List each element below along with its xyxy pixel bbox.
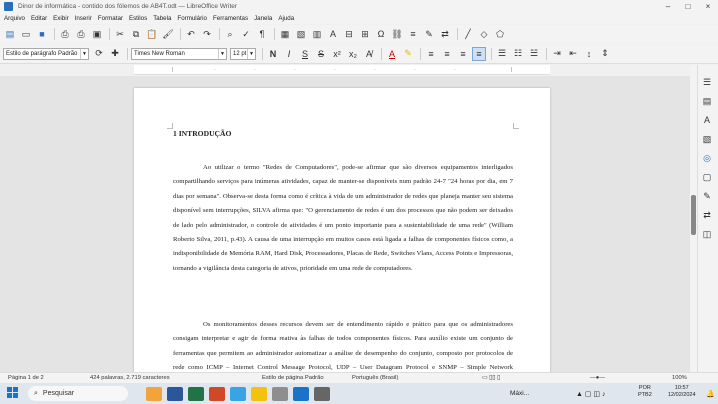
hyperlink-icon[interactable]: ⛓: [391, 28, 403, 39]
section-heading: 1 INTRODUÇÃO: [173, 129, 232, 138]
open-folder-icon[interactable]: ▭: [21, 28, 31, 39]
align-center-icon[interactable]: ≡: [444, 48, 450, 59]
edge-icon[interactable]: [230, 387, 246, 401]
manage-changes-icon[interactable]: ⇄: [703, 209, 711, 220]
menu-janela[interactable]: Janela: [254, 15, 273, 22]
comment-icon[interactable]: ✎: [425, 28, 433, 39]
superscript-icon[interactable]: x²: [333, 48, 341, 59]
search-icon: ⌕: [34, 389, 38, 397]
clock-date: 12/02/2024: [668, 392, 696, 398]
chevron-down-icon: ▼: [218, 49, 226, 59]
new-style-icon[interactable]: ✚: [111, 48, 119, 58]
update-style-icon[interactable]: ⟳: [95, 48, 103, 58]
taskbar-search[interactable]: [28, 386, 128, 401]
special-character-icon[interactable]: Ω: [377, 29, 385, 39]
export-pdf-icon[interactable]: ⎙: [61, 28, 69, 39]
windows-taskbar: [0, 383, 718, 404]
menu-tabela[interactable]: Tabela: [153, 15, 172, 22]
style-inspector-icon[interactable]: ✎: [703, 190, 711, 201]
minimize-button[interactable]: –: [665, 2, 671, 11]
gallery-icon[interactable]: ▧: [702, 133, 712, 144]
excel-icon[interactable]: [188, 387, 204, 401]
title-bar: [0, 0, 718, 13]
cut-icon[interactable]: ✂: [116, 28, 124, 39]
insert-chart-icon[interactable]: ▥: [312, 28, 322, 39]
clear-formatting-icon[interactable]: A̸: [365, 48, 372, 59]
line-spacing-icon[interactable]: ↕: [586, 48, 592, 59]
numbered-list-icon[interactable]: ☷: [513, 48, 523, 58]
menu-ferramentas[interactable]: Ferramentas: [213, 15, 249, 22]
page-break-icon[interactable]: ⊟: [345, 28, 353, 39]
language-indicator[interactable]: [638, 385, 652, 399]
toolbar-separator: [274, 28, 275, 40]
toolbar-separator: [457, 28, 458, 40]
paragraph-2: Os monitoramentos desses recursos devem ser de entendimento rápido e prático para que os administradores consigam interpretar e agir de forma reativa às falhas de todos componentes físicos. Para auxílio existe um conjunto de ferramentas que permitem ao administrador automatizar a análise de desempenho do conjunto, composto por protocolos de rede como ICMP – Internet Control Message Protocol, UDP – User Datagram Protocol e SNMP – Simple Network: [173, 321, 513, 372]
horizontal-ruler[interactable]: [134, 65, 550, 75]
ruler-tick: |: [172, 67, 174, 73]
insert-image-icon[interactable]: ▧: [296, 28, 306, 39]
font-name-select[interactable]: [131, 48, 227, 60]
menu-inserir[interactable]: Inserir: [74, 15, 92, 22]
strikethrough-icon[interactable]: S: [317, 48, 324, 59]
paragraph-style-select[interactable]: [3, 48, 89, 60]
chevron-down-icon: ▼: [247, 49, 255, 59]
undo-icon[interactable]: ↶: [187, 28, 195, 39]
align-right-icon[interactable]: ≡: [460, 48, 466, 59]
notification-icon[interactable]: 🔔: [706, 390, 715, 398]
ruler-tick: |: [511, 67, 513, 73]
close-button[interactable]: ×: [705, 2, 711, 11]
basic-shapes-icon[interactable]: ◇: [480, 28, 488, 39]
clock[interactable]: [668, 385, 696, 399]
toolbar-separator: [491, 48, 492, 60]
file-explorer-icon[interactable]: [251, 387, 267, 401]
formatting-toolbar: [0, 44, 718, 64]
print-preview-icon[interactable]: ▣: [92, 28, 102, 39]
toolbar-separator: [420, 48, 421, 60]
document-page[interactable]: [134, 88, 550, 388]
app-icon[interactable]: [314, 387, 330, 401]
chevron-down-icon: ▼: [80, 49, 88, 59]
insert-table-icon[interactable]: ▦: [280, 28, 290, 39]
menu-formatar[interactable]: Formatar: [97, 15, 123, 22]
styles-icon[interactable]: A: [703, 115, 710, 125]
document-workspace: [0, 76, 690, 372]
toolbar-separator: [219, 28, 220, 40]
ruler-tick: ·: [334, 67, 336, 73]
font-size-select[interactable]: [230, 48, 256, 60]
view-layout-buttons[interactable]: ▭ ▯▯ ▯: [482, 375, 501, 381]
toolbar-separator: [381, 48, 382, 60]
paragraph-1: Ao utilizar o termo "Redes de Computadores", pode-se afirmar que são diversos equipamentos interligados compartilhando serviços para inúmeras atividades, capaz de manter-se disponíveis num padrão 24-7 "24 horas por dia, em 7 dias por semana". Observa-se desta forma como é crítica à vida de um administrador de redes que planeja manter seu sistema disponível sem interrupções, SILVA afirma que: "O gerenciamento de redes é um dos processos que não podem ser deixados de lado pelo administrador, o controle de atividades é um ponto importante para a sustentabilidade de uma rede" (William Roberto Silva, 2011, p.43). A causa de uma interrupção em muitos casos está ligada a falhas de componentes físicos como, a indisponibilidade de Memória RAM, Hard Disk, Processadores, Placas de Rede, Switches Vlans, Access Points e Impressoras, tornando a vigilância desta categoria de ativos, prioridade em uma rede de computadores.: [173, 164, 513, 272]
menu-formulario[interactable]: Formulário: [177, 15, 207, 22]
ruler-tick: ·: [414, 67, 416, 73]
design-icon[interactable]: ◫: [702, 228, 712, 239]
save-icon[interactable]: ■: [39, 29, 45, 39]
window-title: Dinor de informática - contido dos fólemos de AB4T.odt — LibreOffice Writer: [18, 3, 238, 10]
text-boundary-mark: [513, 123, 519, 129]
zoom-level[interactable]: 100%: [672, 375, 687, 381]
menu-exibir[interactable]: Exibir: [53, 15, 69, 22]
zoom-slider[interactable]: —●—: [590, 375, 606, 381]
language[interactable]: Português (Brasil): [352, 375, 399, 381]
italic-icon[interactable]: I: [287, 48, 291, 59]
language-code: POR: [638, 385, 651, 391]
writer-app-icon: [4, 2, 13, 11]
page-style[interactable]: Estilo de página Padrão: [262, 375, 324, 381]
menu-editar[interactable]: Editar: [30, 15, 48, 22]
menu-ajuda[interactable]: Ajuda: [278, 15, 295, 22]
clone-formatting-icon[interactable]: 🖌: [162, 28, 174, 39]
status-bar: [0, 372, 718, 383]
bold-icon[interactable]: N: [269, 48, 277, 59]
ruler-tick: ·: [294, 67, 296, 73]
copilot-icon[interactable]: [146, 387, 162, 401]
writer-taskbar-icon[interactable]: [293, 387, 309, 401]
underline-icon[interactable]: S: [301, 48, 308, 59]
formatting-marks-icon[interactable]: ¶: [259, 29, 265, 39]
spelling-icon[interactable]: ✓: [242, 28, 250, 39]
word-icon[interactable]: [167, 387, 183, 401]
properties-icon[interactable]: ▤: [702, 95, 712, 106]
navigator-icon[interactable]: ◎: [703, 152, 711, 163]
find-replace-icon[interactable]: ⌕: [227, 28, 233, 39]
insert-textbox-icon[interactable]: A: [329, 29, 336, 39]
page-icon[interactable]: ▢: [702, 171, 712, 182]
highlight-icon[interactable]: ✎: [404, 48, 412, 58]
ruler-tick: ·: [254, 67, 256, 73]
line-icon[interactable]: ╱: [465, 28, 471, 39]
toolbar-separator: [262, 48, 263, 60]
ruler-tick: ·: [214, 67, 216, 73]
align-left-icon[interactable]: ≡: [428, 48, 434, 59]
menu-bar: [0, 13, 718, 24]
track-changes-icon[interactable]: ⇄: [441, 28, 449, 39]
sidebar-deck: [697, 65, 718, 372]
toolbar-separator: [54, 28, 55, 40]
vertical-scrollbar[interactable]: [690, 65, 697, 372]
start-icon[interactable]: [7, 387, 18, 398]
page-count[interactable]: Página 1 de 2: [8, 375, 44, 381]
insert-field-icon[interactable]: ⊞: [361, 28, 369, 39]
menu-estilos[interactable]: Estilos: [128, 15, 148, 22]
toolbar-separator: [180, 28, 181, 40]
subscript-icon[interactable]: x₂: [349, 48, 357, 59]
print-icon[interactable]: ⎙: [77, 28, 85, 39]
clock-time: 10:57: [674, 385, 689, 391]
keyboard-layout: PTB2: [638, 392, 652, 398]
app-icon[interactable]: [272, 387, 288, 401]
more-shapes-icon[interactable]: ⬠: [496, 28, 504, 39]
toolbar-separator: [109, 28, 110, 40]
scrollbar-thumb[interactable]: [691, 195, 696, 235]
outline-icon[interactable]: ☱: [529, 48, 539, 58]
menu-icon[interactable]: ☰: [702, 76, 712, 87]
toolbar-separator: [546, 48, 547, 60]
paragraph-spacing-icon[interactable]: ⇕: [601, 48, 609, 58]
powerpoint-icon[interactable]: [209, 387, 225, 401]
word-count[interactable]: 424 palavras, 2.719 caracteres: [90, 375, 170, 381]
ruler-tick: ·: [454, 67, 456, 73]
decrease-indent-icon[interactable]: ⇤: [569, 48, 577, 58]
weather-widget[interactable]: Máxi...: [510, 390, 530, 397]
taskbar-apps: [146, 387, 335, 401]
new-document-icon[interactable]: ▤: [5, 28, 15, 39]
font-name-value: Times New Roman: [134, 50, 185, 57]
search-placeholder: Pesquisar: [42, 390, 75, 397]
justify-icon[interactable]: ≡: [472, 47, 486, 61]
font-color-icon[interactable]: A: [388, 48, 395, 59]
ruler-tick: ·: [374, 67, 376, 73]
standard-toolbar: [0, 25, 718, 43]
redo-icon[interactable]: ↷: [203, 28, 211, 39]
bullet-list-icon[interactable]: ☰: [497, 48, 507, 58]
menu-arquivo[interactable]: Arquivo: [4, 15, 25, 22]
footnote-icon[interactable]: ≡: [410, 29, 416, 39]
system-tray-icons[interactable]: ▲ ▢ ◫ ♪: [576, 390, 606, 398]
paste-icon[interactable]: 📋: [146, 28, 158, 39]
maximize-button[interactable]: □: [685, 2, 691, 11]
paragraph-style-value: Estilo de parágrafo Padrão: [6, 50, 78, 57]
toolbar-separator: [127, 48, 128, 60]
font-size-value: 12 pt: [233, 50, 247, 57]
increase-indent-icon[interactable]: ⇥: [553, 48, 561, 58]
copy-icon[interactable]: ⧉: [132, 28, 140, 39]
